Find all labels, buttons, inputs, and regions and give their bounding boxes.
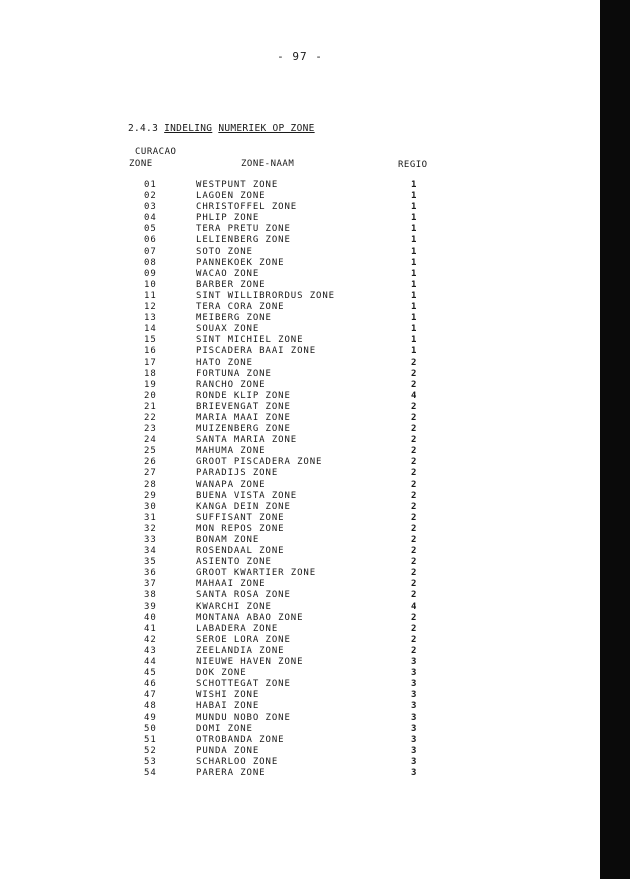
table-row: [0, 679, 600, 690]
table-row: [0, 568, 600, 579]
table-row: [0, 413, 600, 424]
section-heading: [128, 123, 315, 134]
zone-name: LAGOEN ZONE: [196, 191, 266, 202]
zone-name: KANGA DEIN ZONE: [196, 501, 291, 512]
zone-name: BUENA VISTA ZONE: [196, 490, 298, 501]
table-row: [0, 457, 600, 468]
table-row: [0, 646, 600, 657]
zone-number: 13: [144, 313, 157, 324]
zone-number: 49: [144, 712, 157, 723]
column-header-zone: ZONE: [129, 159, 153, 169]
zone-number: 08: [144, 257, 157, 268]
zone-name: SCHARLOO ZONE: [196, 756, 279, 767]
zone-number: 48: [144, 701, 157, 712]
zone-number: 09: [144, 268, 157, 279]
table-row: [0, 258, 600, 269]
regio-value: 2: [411, 435, 418, 446]
zone-number: 03: [144, 202, 157, 213]
zone-number: 53: [144, 756, 157, 767]
table-row: [0, 491, 600, 502]
zone-number: 47: [144, 690, 157, 701]
table-row: [0, 524, 600, 535]
zone-number: 43: [144, 645, 157, 656]
table-row: [0, 690, 600, 701]
regio-value: 1: [411, 279, 418, 290]
table-row: [0, 535, 600, 546]
regio-value: 1: [411, 268, 418, 279]
zone-name: DOMI ZONE: [196, 723, 253, 734]
zone-name: LABADERA ZONE: [196, 623, 279, 634]
regio-value: 2: [411, 645, 418, 656]
zone-name: SCHOTTEGAT ZONE: [196, 679, 291, 690]
zone-name: MONTANA ABAO ZONE: [196, 612, 304, 623]
table-row: [0, 291, 600, 302]
zone-number: 10: [144, 279, 157, 290]
zone-name: OTROBANDA ZONE: [196, 734, 285, 745]
zone-name: HABAI ZONE: [196, 701, 260, 712]
zone-name: ASIENTO ZONE: [196, 557, 272, 568]
zone-name: SINT MICHIEL ZONE: [196, 335, 304, 346]
regio-value: 2: [411, 557, 418, 568]
zone-name: SOUAX ZONE: [196, 324, 260, 335]
zone-number: 02: [144, 191, 157, 202]
regio-value: 1: [411, 180, 418, 190]
zone-name: NIEUWE HAVEN ZONE: [196, 657, 304, 668]
column-header-curacao: CURACAO: [135, 147, 177, 157]
zone-number: 05: [144, 224, 157, 235]
zone-number: 26: [144, 457, 157, 468]
zone-number: 52: [144, 745, 157, 756]
regio-value: 3: [411, 679, 418, 690]
column-header-regio: REGIO: [398, 160, 428, 170]
page-number: - 97 -: [277, 50, 323, 63]
table-row: [0, 746, 600, 757]
zone-number: 42: [144, 634, 157, 645]
zone-name: MUNDU NOBO ZONE: [196, 712, 291, 723]
zone-name: SANTA ROSA ZONE: [196, 590, 291, 601]
regio-value: 3: [411, 712, 418, 723]
table-row: [0, 324, 600, 335]
zone-name: WISHI ZONE: [196, 690, 260, 701]
zone-number: 25: [144, 446, 157, 457]
zone-number: 46: [144, 679, 157, 690]
zone-name: RONDE KLIP ZONE: [196, 390, 291, 401]
table-row: [0, 546, 600, 557]
zone-number: 12: [144, 302, 157, 313]
regio-value: 3: [411, 723, 418, 734]
zone-name: SOTO ZONE: [196, 246, 253, 257]
table-row: [0, 424, 600, 435]
table-row: [0, 613, 600, 624]
table-row: [0, 335, 600, 346]
table-row: [0, 269, 600, 280]
zone-number: 28: [144, 479, 157, 490]
table-row: [0, 402, 600, 413]
regio-value: 2: [411, 490, 418, 501]
zone-name: PANNEKOEK ZONE: [196, 257, 285, 268]
table-row: [0, 602, 600, 613]
regio-value: 2: [411, 501, 418, 512]
regio-value: 1: [411, 235, 418, 246]
zone-number: 04: [144, 213, 157, 224]
zone-name: PARADIJS ZONE: [196, 468, 279, 479]
regio-value: 2: [411, 401, 418, 412]
zone-number: 39: [144, 601, 157, 612]
table-row: [0, 235, 600, 246]
zone-number: 41: [144, 623, 157, 634]
zone-number: 50: [144, 723, 157, 734]
zone-number: 22: [144, 412, 157, 423]
zone-name: WESTPUNT ZONE: [196, 180, 279, 190]
zone-name: BONAM ZONE: [196, 535, 260, 545]
zone-name: PISCADERA BAAI ZONE: [196, 346, 317, 357]
zone-name: GROOT PISCADERA ZONE: [196, 457, 323, 468]
zone-table: [0, 180, 600, 779]
regio-value: 2: [411, 579, 418, 590]
zone-name: MEIBERG ZONE: [196, 313, 272, 324]
table-row: [0, 358, 600, 369]
regio-value: 2: [411, 590, 418, 601]
table-row: [0, 513, 600, 524]
regio-value: 2: [411, 357, 418, 368]
table-row: [0, 191, 600, 202]
zone-number: 54: [144, 767, 157, 778]
zone-number: 14: [144, 324, 157, 335]
regio-value: 1: [411, 257, 418, 268]
regio-value: 2: [411, 379, 418, 390]
table-row: [0, 713, 600, 724]
zone-name: DOK ZONE: [196, 668, 247, 679]
zone-name: SEROE LORA ZONE: [196, 634, 291, 645]
regio-value: 3: [411, 745, 418, 756]
table-row: [0, 280, 600, 291]
zone-name: SANTA MARIA ZONE: [196, 435, 298, 446]
table-row: [0, 757, 600, 768]
regio-value: 3: [411, 756, 418, 767]
zone-name: MON REPOS ZONE: [196, 523, 285, 534]
table-row: [0, 391, 600, 402]
zone-number: 36: [144, 568, 157, 579]
regio-value: 2: [411, 535, 418, 545]
table-row: [0, 701, 600, 712]
zone-name: BRIEVENGAT ZONE: [196, 401, 291, 412]
zone-number: 07: [144, 246, 157, 257]
regio-value: 3: [411, 767, 418, 778]
regio-value: 2: [411, 568, 418, 579]
table-row: [0, 224, 600, 235]
zone-number: 35: [144, 557, 157, 568]
zone-name: MAHAAI ZONE: [196, 579, 266, 590]
zone-number: 11: [144, 290, 157, 301]
zone-number: 15: [144, 335, 157, 346]
zone-number: 19: [144, 379, 157, 390]
table-row: [0, 180, 600, 191]
zone-number: 30: [144, 501, 157, 512]
scan-border: [600, 0, 630, 879]
regio-value: 1: [411, 324, 418, 335]
regio-value: 3: [411, 668, 418, 679]
zone-number: 01: [144, 180, 157, 190]
table-row: [0, 302, 600, 313]
table-row: [0, 624, 600, 635]
zone-name: WACAO ZONE: [196, 268, 260, 279]
zone-name: RANCHO ZONE: [196, 379, 266, 390]
table-row: [0, 247, 600, 258]
table-row: [0, 380, 600, 391]
regio-value: 2: [411, 512, 418, 523]
regio-value: 3: [411, 701, 418, 712]
table-row: [0, 313, 600, 324]
regio-value: 1: [411, 346, 418, 357]
zone-name: SINT WILLIBRORDUS ZONE: [196, 290, 336, 301]
regio-value: 1: [411, 191, 418, 202]
zone-name: MAHUMA ZONE: [196, 446, 266, 457]
regio-value: 2: [411, 479, 418, 490]
zone-number: 40: [144, 612, 157, 623]
zone-name: GROOT KWARTIER ZONE: [196, 568, 317, 579]
table-row: [0, 724, 600, 735]
regio-value: 1: [411, 302, 418, 313]
regio-value: 2: [411, 546, 418, 557]
table-row: [0, 557, 600, 568]
zone-number: 33: [144, 535, 157, 545]
zone-name: ZEELANDIA ZONE: [196, 645, 285, 656]
regio-value: 1: [411, 313, 418, 324]
zone-number: 27: [144, 468, 157, 479]
table-row: [0, 435, 600, 446]
regio-value: 2: [411, 457, 418, 468]
zone-number: 23: [144, 424, 157, 435]
zone-name: LELIENBERG ZONE: [196, 235, 291, 246]
table-row: [0, 735, 600, 746]
table-row: [0, 502, 600, 513]
zone-name: PARERA ZONE: [196, 767, 266, 778]
zone-name: MARIA MAAI ZONE: [196, 412, 291, 423]
zone-name: HATO ZONE: [196, 357, 253, 368]
zone-number: 16: [144, 346, 157, 357]
regio-value: 2: [411, 446, 418, 457]
regio-value: 2: [411, 612, 418, 623]
zone-number: 37: [144, 579, 157, 590]
zone-name: PUNDA ZONE: [196, 745, 260, 756]
zone-name: PHLIP ZONE: [196, 213, 260, 224]
zone-name: BARBER ZONE: [196, 279, 266, 290]
regio-value: 2: [411, 424, 418, 435]
regio-value: 2: [411, 634, 418, 645]
regio-value: 1: [411, 202, 418, 213]
regio-value: 2: [411, 623, 418, 634]
section-number: 2.4.3: [128, 123, 159, 134]
table-row: [0, 480, 600, 491]
zone-number: 44: [144, 657, 157, 668]
zone-name: WANAPA ZONE: [196, 479, 266, 490]
zone-number: 29: [144, 490, 157, 501]
regio-value: 1: [411, 246, 418, 257]
section-title-part1: INDELING: [164, 123, 213, 134]
zone-name: TERA CORA ZONE: [196, 302, 285, 313]
zone-number: 06: [144, 235, 157, 246]
column-header-zone-naam: ZONE-NAAM: [241, 159, 295, 169]
table-row: [0, 446, 600, 457]
regio-value: 3: [411, 657, 418, 668]
zone-number: 21: [144, 401, 157, 412]
zone-number: 45: [144, 668, 157, 679]
regio-value: 1: [411, 213, 418, 224]
regio-value: 2: [411, 368, 418, 379]
regio-value: 3: [411, 690, 418, 701]
zone-name: FORTUNA ZONE: [196, 368, 272, 379]
zone-number: 34: [144, 546, 157, 557]
zone-number: 38: [144, 590, 157, 601]
zone-name: CHRISTOFFEL ZONE: [196, 202, 298, 213]
zone-number: 32: [144, 523, 157, 534]
table-row: [0, 468, 600, 479]
table-row: [0, 635, 600, 646]
zone-name: MUIZENBERG ZONE: [196, 424, 291, 435]
zone-name: TERA PRETU ZONE: [196, 224, 291, 235]
zone-number: 20: [144, 390, 157, 401]
section-title-part2: NUMERIEK OP ZONE: [218, 123, 315, 134]
regio-value: 1: [411, 224, 418, 235]
zone-number: 18: [144, 368, 157, 379]
table-row: [0, 213, 600, 224]
zone-name: ROSENDAAL ZONE: [196, 546, 285, 557]
regio-value: 2: [411, 468, 418, 479]
zone-name: SUFFISANT ZONE: [196, 512, 285, 523]
zone-number: 31: [144, 512, 157, 523]
zone-name: KWARCHI ZONE: [196, 601, 272, 612]
table-row: [0, 668, 600, 679]
table-row: [0, 202, 600, 213]
table-row: [0, 657, 600, 668]
zone-number: 51: [144, 734, 157, 745]
regio-value: 1: [411, 335, 418, 346]
regio-value: 2: [411, 523, 418, 534]
regio-value: 1: [411, 290, 418, 301]
table-row: [0, 768, 600, 779]
table-row: [0, 369, 600, 380]
table-row: [0, 579, 600, 590]
regio-value: 4: [411, 601, 418, 612]
regio-value: 3: [411, 734, 418, 745]
regio-value: 2: [411, 412, 418, 423]
table-row: [0, 346, 600, 357]
zone-number: 17: [144, 357, 157, 368]
table-row: [0, 590, 600, 601]
zone-number: 24: [144, 435, 157, 446]
regio-value: 4: [411, 390, 418, 401]
